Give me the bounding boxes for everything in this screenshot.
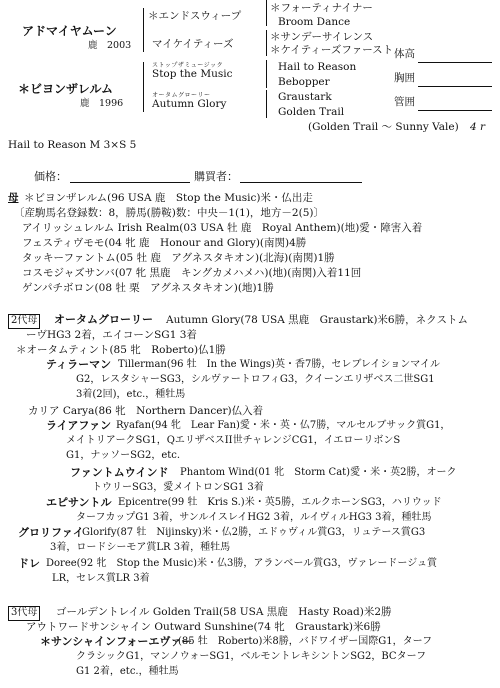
dam1-line: タッキーファントム(05 牡 鹿 アグネスタキオン)(北海)(南関)1勝 [22,252,335,264]
dam2-line: 3着(2回)，etc.，種牡馬 [76,389,186,400]
cannon-label: 管囲 [394,96,415,108]
dam2-line: ーヴHG3 2着，エイコーンSG1 3着 [26,329,197,341]
dam2-line: ターフカップG1 3着，サンルイスレイHG2 3着，ルイヴィルHG3 3着，種牡馬 [76,512,432,523]
dam1-line: 〔産駒馬名登録数：8，勝馬(勝鞍)数：中央－1(1)，地方－2(5)〕 [14,207,324,219]
bracket-line [266,90,267,118]
dam3-line: ゴールデントレイル Golden Trail(58 USA 黒鹿 Hasty Road)米2勝 [56,606,392,618]
g4: ＊ケイティーズファースト [270,44,394,56]
g1: ＊フォーティナイナー [270,2,373,14]
ds-ruby: ストップザミュージック [152,62,224,69]
price-field[interactable] [70,182,190,183]
dam2-line: ＊オータムティント(85 牝 Roberto)仏1勝 [16,344,226,356]
sire-name: アドマイヤムーン [22,24,117,38]
pedigree-note: (Golden Trail ～ Sunny Vale) [308,121,459,133]
dam2-name: オータムグローリー [54,313,153,326]
g5: Hail to Reason [278,61,357,73]
bracket-line [143,8,144,52]
import-mark-icon: ＊ [270,2,281,14]
sd-name: マイケイティーズ [152,38,234,50]
g8: Golden Trail [278,106,345,118]
dam2-line: トウリーSG3，愛メイトロンSG1 3着 [92,482,264,493]
dam2-label: 2代母 [8,314,40,329]
dam2-line: G1，ナッソーSG2，etc. [66,450,181,461]
dam2-line: Tillerman(96 牡 In the Wings)英・香7勝，セレブレイションマイル [118,359,441,370]
dam1-line: ゲンパチボロン(08 牡 栗 アグネスタキオン)(地)1勝 [22,282,274,294]
dam3-line: G1 2着，etc.，種牡馬 [76,666,179,677]
doree-name: ドレ [18,557,40,570]
dam2-line: Ryafan(94 牝 Lear Fan)愛・米・英・仏7勝，マルセルブサック賞G1， [116,420,451,431]
dam1-line: アイリッシュレルム Irish Realm(03 USA 牡 鹿 Royal Anthem)(地)愛・障害入着 [22,222,423,234]
dam1-label: 母 [8,192,19,204]
g7: Graustark [278,91,332,103]
bracket-line [266,60,267,88]
dd-name: Autumn Glory [152,98,227,110]
dam3-line: (85 牡 Roberto)米8勝，バドワイザー国際G1，ターフ [178,636,433,647]
sire-desc: 鹿 2003 [88,40,132,51]
dam3-line: アウトワードサンシャイン Outward Sunshine(74 牝 Graustark)米6勝 [26,621,381,633]
dam1-line: コスモジャズサンバ(07 牝 黒鹿 キングカメハメハ)(地)(南関)入着11回 [22,267,362,279]
height-field[interactable] [418,62,492,63]
ds-name: Stop the Music [152,68,233,80]
buyer-field[interactable] [240,182,362,183]
height-label: 体高 [394,48,415,60]
dam2-line: Glorify(87 牡 Nijinsky)米・仏2勝，エドゥヴィル賞G3，リュテース賞G3 [82,527,426,538]
dam2-line: カリア Carya(86 牝 Northern Dancer)仏入着 [28,405,264,417]
g3: ＊サンデーサイレンス [270,31,374,43]
g2: Broom Dance [278,16,351,28]
buyer-label: 購買者： [194,170,238,183]
bracket-line [143,62,144,112]
import-mark-icon: ＊ [40,635,51,648]
dam-desc: 鹿 1996 [80,98,124,109]
dam3-label: 3代母 [8,606,40,621]
import-mark-icon: ＊ [270,31,281,43]
dd-ruby: オータムグローリー [152,92,211,99]
chest-label: 胸囲 [394,72,415,84]
dam2-line: Epicentre(99 牡 Kris S.)米・英5勝，エルクホーンSG3，ハリウッド [118,497,442,508]
bracket-line [266,30,267,56]
chest-field[interactable] [418,86,492,87]
dam-name: ＊ビヨンザレルム [18,82,113,96]
ss-name: ＊エンドスウィープ [148,10,242,22]
price-label: 価格： [34,170,67,183]
dam2-line: G2，レスタシャーSG3，シルヴァートロフィG3，クイーンエリザベス二世SG1 [76,374,435,385]
phantom-wind-name: ファントムウインド [70,466,169,479]
cannon-field[interactable] [418,110,492,111]
g6: Bebopper [278,76,330,88]
dam2-line: 3着，ロードシーモア賞LR 3着，種牡馬 [50,542,231,553]
dam2-line: LR，セレス賞LR 3着 [52,573,150,584]
sunshine-forever-name: ＊サンシャインフォーエヴァー [40,635,193,648]
inbreeding: Hail to Reason M 3×S 5 [8,139,137,151]
tillerman-name: ティラーマン [46,358,112,371]
dam2-line: Autumn Glory(78 USA 黒鹿 Graustark)米6勝，ネクストム [166,314,469,326]
dam2-line: Phantom Wind(01 牝 Storm Cat)愛・米・英2勝，オーク [180,467,457,478]
dam2-line: メイトリアークSG1，QエリザベスII世チャレンジCG1，イエローリボンS [66,435,401,446]
dam2-line: Doree(92 牝 Stop the Music)米・仏3勝，アランベール賞G3，ヴァレードージュ賞 [46,558,438,569]
epicentre-name: エピサントル [46,496,112,509]
age: 4 r [470,121,486,133]
glorify-name: グロリファイ [18,526,84,539]
dam3-line: クラシックG1，マンノウォーSG1，ベルモントレキシントンSG2，BCターフ [76,651,427,662]
import-mark-icon: ＊ [148,10,159,22]
dam1-line: フェスティヴモモ(04 牝 鹿 Honour and Glory)(南関)4勝 [22,237,307,249]
import-mark-icon: ＊ [270,44,281,56]
import-mark-icon: ＊ [18,82,31,96]
bracket-line [266,0,267,26]
dam1-line: ＊ビヨンザレルム(96 USA 鹿 Stop the Music)米・仏出走 [24,192,313,204]
ryafan-name: ライアファン [46,419,112,432]
